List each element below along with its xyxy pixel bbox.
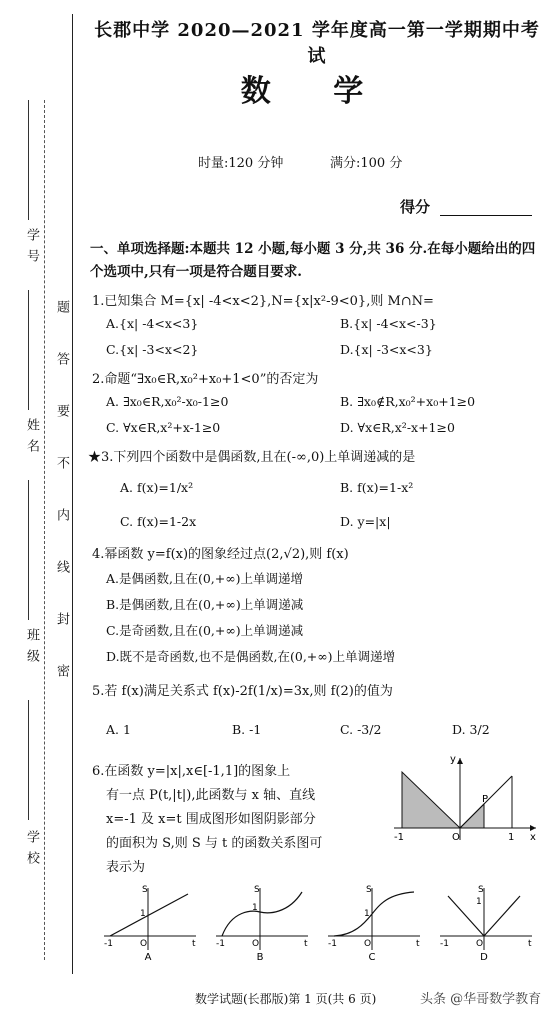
binding-line	[72, 14, 73, 974]
choice-label-c: C	[368, 952, 376, 963]
question-3-option-d[interactable]: D. y=|x|	[340, 514, 391, 529]
field-name-line	[28, 290, 29, 410]
curve-c	[334, 892, 414, 936]
field-class-line	[28, 480, 29, 620]
curve-b	[222, 892, 302, 936]
question-6-stem-line: x=-1 及 x=t 围成图形如图阴影部分	[106, 812, 316, 827]
question-4-option-a[interactable]: A.是偶函数,且在(0,+∞)上单调递增	[106, 571, 304, 586]
question-4-stem: 4.幂函数 y=f(x)的图象经过点(2,√2),则 f(x)	[92, 547, 349, 562]
field-school: 学 校	[24, 830, 39, 867]
question-3-option-b[interactable]: B. f(x)=1-x²	[340, 480, 414, 495]
curve-a	[110, 894, 188, 936]
exam-title: 长郡中学 2020—2021 学年度高一第一学期期中考试	[94, 20, 540, 67]
section-heading: 一、单项选择题:本题共 12 小题,每小题 3 分,共 36 分.在每小题给出的四个选项中,只有一项是符合题目要求.	[90, 241, 536, 280]
question-2-option-a[interactable]: A. ∃x₀∈R,x₀²-x₀-1≥0	[106, 394, 229, 409]
question-2-option-d[interactable]: D. ∀x∈R,x²-x+1≥0	[340, 420, 455, 435]
svg-text:S: S	[478, 885, 484, 895]
svg-text:S: S	[142, 885, 148, 895]
label-o: O	[452, 832, 460, 843]
question-5-option-d[interactable]: D. 3/2	[452, 722, 490, 737]
shaded-left	[402, 772, 460, 828]
question-2-option-c[interactable]: C. ∀x∈R,x²+x-1≥0	[106, 420, 221, 435]
label-neg1: -1	[394, 832, 404, 843]
svg-text:1: 1	[252, 903, 258, 913]
question-5-option-b[interactable]: B. -1	[232, 722, 262, 737]
svg-text:t: t	[416, 939, 420, 949]
seal-word: 要	[54, 404, 69, 419]
question-1-option-b[interactable]: B.{x| -4<x<-3}	[340, 316, 437, 331]
seal-word: 内	[54, 508, 69, 523]
question-6-choice-graph-b[interactable]	[212, 880, 312, 965]
field-student-id-line	[28, 100, 29, 220]
seal-word: 不	[54, 456, 69, 471]
question-6-stem-line: 表示为	[106, 860, 146, 875]
seal-word: 线	[54, 560, 69, 575]
question-3-option-c[interactable]: C. f(x)=1-2x	[120, 514, 197, 529]
question-1-option-a[interactable]: A.{x| -4<x<3}	[106, 316, 199, 331]
question-4-option-d[interactable]: D.既不是奇函数,也不是偶函数,在(0,+∞)上单调递增	[106, 649, 396, 664]
page-footer: 数学试题(长郡版)第 1 页(共 6 页)	[195, 992, 377, 1006]
choice-label-d: D	[480, 952, 488, 963]
score-label: 得分	[400, 198, 431, 216]
question-5-option-c[interactable]: C. -3/2	[340, 722, 382, 737]
seal-word: 题	[54, 300, 69, 315]
question-5-stem: 5.若 f(x)满足关系式 f(x)-2f(1/x)=3x,则 f(2)的值为	[92, 684, 393, 699]
question-2-option-b[interactable]: B. ∃x₀∉R,x₀²+x₀+1≥0	[340, 394, 476, 409]
choice-label-a: A	[144, 952, 152, 963]
question-6-graph	[390, 752, 540, 844]
svg-text:1: 1	[364, 909, 370, 919]
svg-text:1: 1	[476, 897, 482, 907]
question-6-stem-line: 6.在函数 y=|x|,x∈[-1,1]的图象上	[92, 764, 291, 779]
svg-text:t: t	[192, 939, 196, 949]
question-1-option-c[interactable]: C.{x| -3<x<2}	[106, 342, 199, 357]
seal-word: 密	[54, 664, 69, 679]
label-pos1: 1	[508, 832, 515, 843]
subject-title: 数 学	[240, 74, 390, 109]
seal-word: 答	[54, 352, 69, 367]
svg-text:-1: -1	[216, 939, 225, 949]
svg-text:S: S	[254, 885, 260, 895]
question-4-option-b[interactable]: B.是偶函数,且在(0,+∞)上单调递减	[106, 597, 304, 612]
question-5-option-a[interactable]: A. 1	[106, 722, 131, 737]
exam-time: 时量:120 分钟	[198, 156, 284, 171]
question-2-stem: 2.命题“∃x₀∈R,x₀²+x₀+1<0”的否定为	[92, 372, 319, 387]
question-6-stem-line: 有一点 P(t,|t|),此函数与 x 轴、直线	[106, 788, 316, 803]
score-blank[interactable]	[440, 215, 532, 216]
full-marks: 满分:100 分	[330, 156, 403, 171]
field-name: 姓 名	[24, 418, 39, 455]
label-x: x	[530, 832, 536, 843]
svg-text:-1: -1	[328, 939, 337, 949]
seal-dashed-line	[44, 100, 46, 960]
svg-text:-1: -1	[440, 939, 449, 949]
question-6-stem-line: 的面积为 S,则 S 与 t 的函数关系图可	[106, 836, 323, 851]
field-school-line	[28, 700, 29, 820]
y-arrow	[457, 758, 463, 764]
question-3-option-a[interactable]: A. f(x)=1/x²	[120, 480, 194, 495]
question-6-choice-graph-a[interactable]	[100, 880, 200, 965]
question-6-choice-graph-c[interactable]	[324, 880, 424, 965]
choice-label-b: B	[256, 952, 264, 963]
field-student-id: 学 号	[24, 228, 39, 265]
question-4-option-c[interactable]: C.是奇函数,且在(0,+∞)上单调递减	[106, 623, 304, 638]
svg-text:O: O	[476, 939, 484, 949]
watermark: 头条 @华哥数学教育	[420, 992, 542, 1007]
question-1-option-d[interactable]: D.{x| -3<x<3}	[340, 342, 433, 357]
question-6-choice-graph-d[interactable]	[436, 880, 536, 965]
svg-text:O: O	[140, 939, 148, 949]
svg-text:S: S	[366, 885, 372, 895]
label-y: y	[450, 754, 456, 765]
seal-word: 封	[54, 612, 69, 627]
svg-text:1: 1	[140, 909, 146, 919]
label-p: P	[482, 794, 489, 805]
x-arrow	[530, 825, 536, 831]
svg-text:-1: -1	[104, 939, 113, 949]
svg-text:t: t	[528, 939, 532, 949]
question-3-stem: ★3.下列四个函数中是偶函数,且在(-∞,0)上单调递减的是	[88, 450, 416, 465]
svg-text:O: O	[364, 939, 372, 949]
field-class: 班 级	[24, 628, 39, 665]
svg-text:t: t	[304, 939, 308, 949]
question-1-stem: 1.已知集合 M={x| -4<x<2},N={x|x²-9<0},则 M∩N=	[92, 294, 434, 309]
svg-text:O: O	[252, 939, 260, 949]
